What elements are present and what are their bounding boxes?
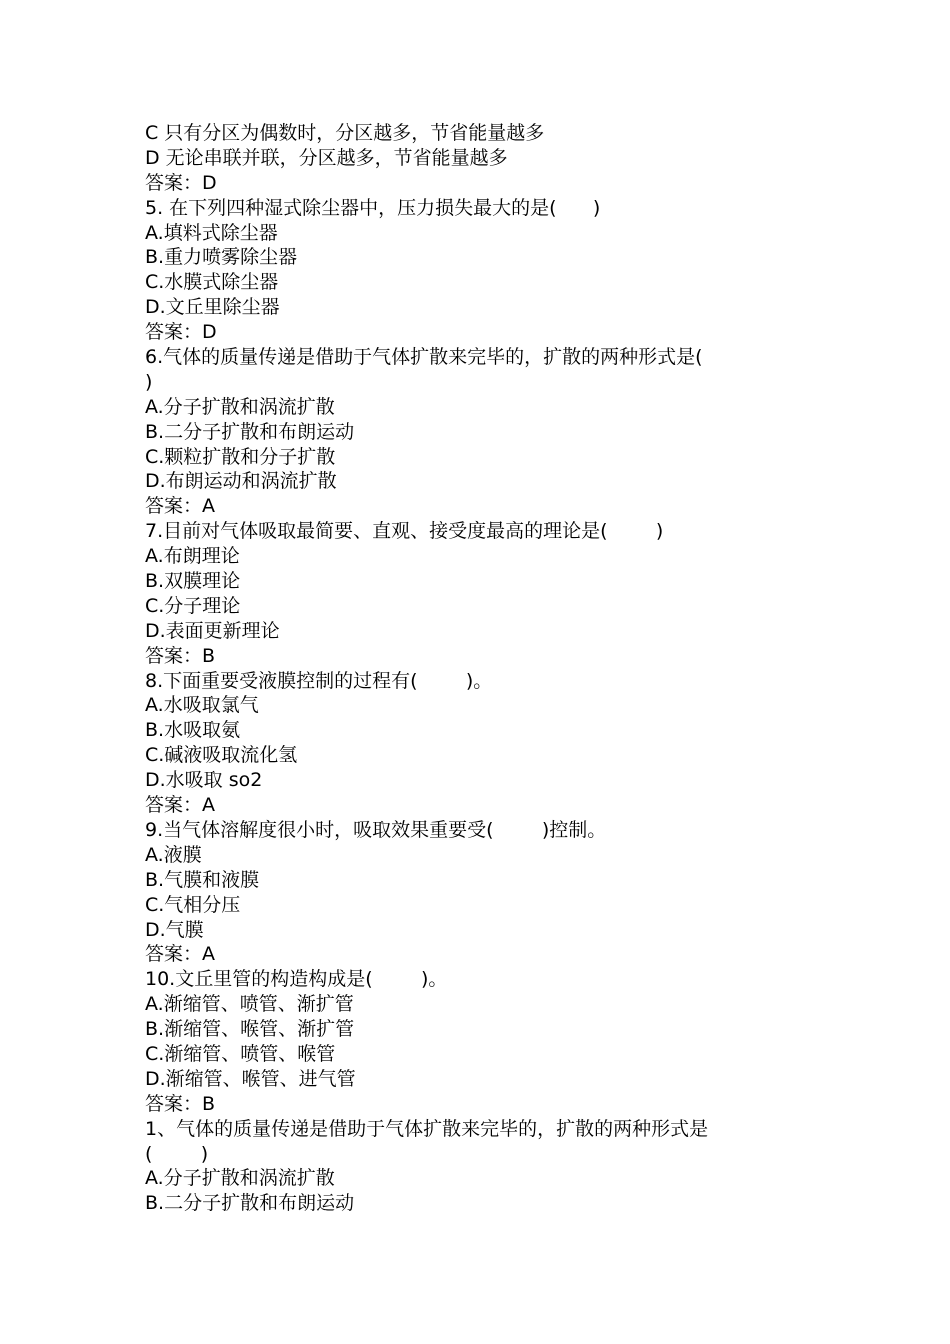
text-line: D 无论串联并联，分区越多，节省能量越多	[145, 146, 508, 169]
option-line: D.渐缩管、喉管、进气管	[145, 1067, 356, 1090]
option-line: B.气膜和液膜	[145, 868, 260, 891]
option-line: A.水吸取氯气	[145, 694, 259, 717]
option-line: C.碱液吸取流化氢	[145, 744, 298, 767]
option-line: A.填料式除尘器	[145, 221, 278, 244]
option-line: C.水膜式除尘器	[145, 271, 279, 294]
option-line: A.分子扩散和涡流扩散	[145, 395, 335, 418]
answer-line: 答案：A	[145, 495, 215, 518]
answer-line: 答案：A	[145, 943, 215, 966]
option-line: A.布朗理论	[145, 545, 240, 568]
option-line: B.水吸取氨	[145, 719, 241, 742]
answer-line: 答案：A	[145, 794, 215, 817]
option-line: D.表面更新理论	[145, 619, 280, 642]
option-line: B.二分子扩散和布朗运动	[145, 1192, 355, 1215]
option-line: C.气相分压	[145, 893, 241, 916]
option-line: D.文丘里除尘器	[145, 296, 280, 319]
option-line: C.颗粒扩散和分子扩散	[145, 445, 336, 468]
question-line: 7.目前对气体吸取最简要、直观、接受度最高的理论是( )	[145, 520, 664, 543]
question-line: 8.下面重要受液膜控制的过程有( )。	[145, 669, 493, 692]
question-line: 5. 在下列四种湿式除尘器中，压力损失最大的是( )	[145, 196, 601, 219]
option-line: B.双膜理论	[145, 570, 241, 593]
option-line: C.分子理论	[145, 594, 241, 617]
question-line: 6.气体的质量传递是借助于气体扩散来完毕的，扩散的两种形式是(	[145, 346, 703, 369]
question-line: ( )	[145, 1142, 209, 1165]
answer-line: 答案：D	[145, 321, 217, 344]
document-text	[145, 121, 815, 1216]
answer-line: 答案：B	[145, 644, 216, 667]
option-line: A.分子扩散和涡流扩散	[145, 1167, 335, 1190]
answer-line: 答案：D	[145, 171, 217, 194]
answer-line: 答案：B	[145, 1092, 216, 1115]
option-line: B.二分子扩散和布朗运动	[145, 420, 355, 443]
option-line: B.重力喷雾除尘器	[145, 246, 298, 269]
question-line: 1、气体的质量传递是借助于气体扩散来完毕的，扩散的两种形式是	[145, 1117, 709, 1140]
option-line: A.液膜	[145, 843, 202, 866]
question-line: 9.当气体溶解度很小时，吸取效果重要受( )控制。	[145, 818, 607, 841]
option-line: A.渐缩管、喷管、渐扩管	[145, 993, 354, 1016]
option-line: D.气膜	[145, 918, 204, 941]
question-line: 10.文丘里管的构造构成是( )。	[145, 968, 448, 991]
option-line: D.布朗运动和涡流扩散	[145, 470, 337, 493]
question-line: )	[145, 370, 153, 393]
option-line: D.水吸取 so2	[145, 769, 263, 792]
option-line: B.渐缩管、喉管、渐扩管	[145, 1018, 355, 1041]
option-line: C.渐缩管、喷管、喉管	[145, 1042, 336, 1065]
text-line: C 只有分区为偶数时，分区越多，节省能量越多	[145, 122, 545, 144]
